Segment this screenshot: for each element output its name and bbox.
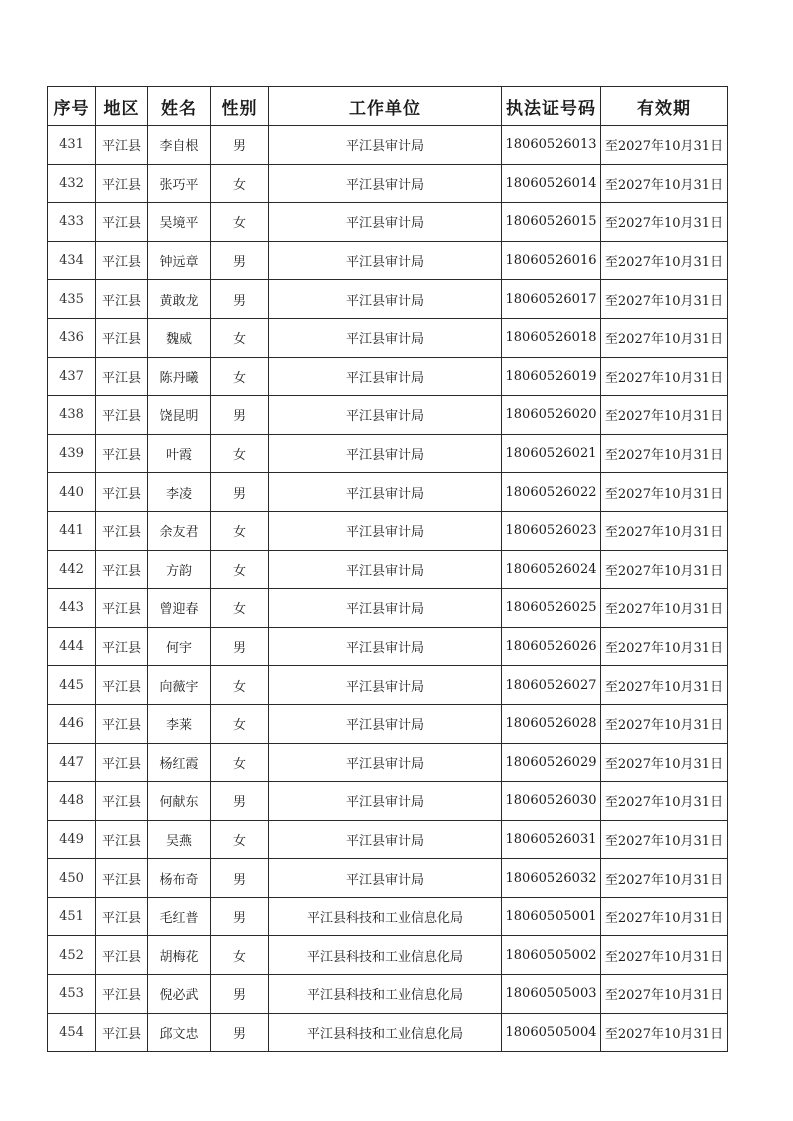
name-cell: 曾迎春 [148,589,211,628]
name-cell: 倪必武 [148,975,211,1014]
validity-cell: 至2027年10月31日 [601,897,728,936]
cert-number-cell: 18060526023 [502,511,601,550]
serial-cell: 438 [48,396,96,435]
cert-number-cell: 18060526020 [502,396,601,435]
name-cell: 方韵 [148,550,211,589]
table-row [48,666,728,705]
region-cell: 平江县 [96,859,148,898]
serial-cell: 445 [48,666,96,705]
work-unit-cell: 平江县审计局 [269,434,502,473]
header-cell-gender: 性别 [211,87,269,126]
header-cell-serial: 序号 [48,87,96,126]
gender-cell: 女 [211,164,269,203]
gender-cell: 女 [211,666,269,705]
serial-cell: 449 [48,820,96,859]
name-cell: 魏威 [148,318,211,357]
region-cell: 平江县 [96,1013,148,1052]
validity-cell: 至2027年10月31日 [601,975,728,1014]
serial-cell: 441 [48,511,96,550]
name-cell: 邱文忠 [148,1013,211,1052]
region-cell: 平江县 [96,203,148,242]
work-unit-cell: 平江县审计局 [269,164,502,203]
validity-cell: 至2027年10月31日 [601,627,728,666]
gender-cell: 女 [211,936,269,975]
region-cell: 平江县 [96,975,148,1014]
name-cell: 李自根 [148,126,211,165]
cert-number-cell: 18060526016 [502,241,601,280]
serial-cell: 434 [48,241,96,280]
name-cell: 张巧平 [148,164,211,203]
table-row [48,589,728,628]
work-unit-cell: 平江县审计局 [269,126,502,165]
cert-number-cell: 18060526021 [502,434,601,473]
name-cell: 胡梅花 [148,936,211,975]
table-row [48,473,728,512]
cert-number-cell: 18060526018 [502,318,601,357]
name-cell: 吴燕 [148,820,211,859]
name-cell: 何宇 [148,627,211,666]
table-row [48,1013,728,1052]
gender-cell: 男 [211,473,269,512]
work-unit-cell: 平江县审计局 [269,511,502,550]
name-cell: 钟远章 [148,241,211,280]
validity-cell: 至2027年10月31日 [601,1013,728,1052]
table-row [48,164,728,203]
validity-cell: 至2027年10月31日 [601,589,728,628]
serial-cell: 432 [48,164,96,203]
table-row [48,357,728,396]
gender-cell: 男 [211,897,269,936]
name-cell: 饶昆明 [148,396,211,435]
cert-number-cell: 18060526015 [502,203,601,242]
region-cell: 平江县 [96,627,148,666]
table-row [48,936,728,975]
gender-cell: 男 [211,627,269,666]
validity-cell: 至2027年10月31日 [601,203,728,242]
work-unit-cell: 平江县审计局 [269,743,502,782]
serial-cell: 453 [48,975,96,1014]
name-cell: 毛红普 [148,897,211,936]
validity-cell: 至2027年10月31日 [601,511,728,550]
serial-cell: 437 [48,357,96,396]
work-unit-cell: 平江县审计局 [269,704,502,743]
serial-cell: 440 [48,473,96,512]
gender-cell: 男 [211,396,269,435]
header-cell-region: 地区 [96,87,148,126]
region-cell: 平江县 [96,589,148,628]
name-cell: 余友君 [148,511,211,550]
table-row [48,434,728,473]
header-cell-cert-number: 执法证号码 [502,87,601,126]
region-cell: 平江县 [96,782,148,821]
name-cell: 杨红霞 [148,743,211,782]
name-cell: 何献东 [148,782,211,821]
gender-cell: 女 [211,318,269,357]
name-cell: 陈丹曦 [148,357,211,396]
validity-cell: 至2027年10月31日 [601,820,728,859]
cert-number-cell: 18060526030 [502,782,601,821]
validity-cell: 至2027年10月31日 [601,859,728,898]
table-row [48,318,728,357]
table-row [48,782,728,821]
serial-cell: 446 [48,704,96,743]
serial-cell: 454 [48,1013,96,1052]
cert-number-cell: 18060505004 [502,1013,601,1052]
work-unit-cell: 平江县科技和工业信息化局 [269,936,502,975]
table-row [48,203,728,242]
serial-cell: 433 [48,203,96,242]
region-cell: 平江县 [96,434,148,473]
region-cell: 平江县 [96,318,148,357]
validity-cell: 至2027年10月31日 [601,357,728,396]
work-unit-cell: 平江县审计局 [269,473,502,512]
work-unit-cell: 平江县审计局 [269,782,502,821]
cert-number-cell: 18060526028 [502,704,601,743]
table-body [48,126,728,1052]
name-cell: 向薇宇 [148,666,211,705]
gender-cell: 女 [211,357,269,396]
header-row [48,87,728,126]
work-unit-cell: 平江县审计局 [269,241,502,280]
cert-number-cell: 18060526025 [502,589,601,628]
cert-number-cell: 18060505002 [502,936,601,975]
validity-cell: 至2027年10月31日 [601,434,728,473]
work-unit-cell: 平江县审计局 [269,589,502,628]
table-row [48,396,728,435]
validity-cell: 至2027年10月31日 [601,743,728,782]
name-cell: 李凌 [148,473,211,512]
validity-cell: 至2027年10月31日 [601,936,728,975]
document-page [47,86,727,1052]
table-row [48,820,728,859]
table-row [48,897,728,936]
region-cell: 平江县 [96,396,148,435]
region-cell: 平江县 [96,511,148,550]
cert-number-cell: 18060526022 [502,473,601,512]
validity-cell: 至2027年10月31日 [601,280,728,319]
work-unit-cell: 平江县审计局 [269,203,502,242]
cert-number-cell: 18060526029 [502,743,601,782]
enforcement-roster-table [47,86,728,1052]
region-cell: 平江县 [96,473,148,512]
validity-cell: 至2027年10月31日 [601,396,728,435]
cert-number-cell: 18060526014 [502,164,601,203]
serial-cell: 452 [48,936,96,975]
table-row [48,704,728,743]
serial-cell: 448 [48,782,96,821]
region-cell: 平江县 [96,704,148,743]
validity-cell: 至2027年10月31日 [601,782,728,821]
header-cell-name: 姓名 [148,87,211,126]
name-cell: 黄敢龙 [148,280,211,319]
cert-number-cell: 18060526013 [502,126,601,165]
work-unit-cell: 平江县审计局 [269,859,502,898]
region-cell: 平江县 [96,666,148,705]
serial-cell: 450 [48,859,96,898]
table-row [48,859,728,898]
table-row [48,511,728,550]
cert-number-cell: 18060526026 [502,627,601,666]
validity-cell: 至2027年10月31日 [601,666,728,705]
work-unit-cell: 平江县审计局 [269,666,502,705]
header-cell-work-unit: 工作单位 [269,87,502,126]
work-unit-cell: 平江县审计局 [269,820,502,859]
serial-cell: 442 [48,550,96,589]
work-unit-cell: 平江县审计局 [269,280,502,319]
validity-cell: 至2027年10月31日 [601,318,728,357]
region-cell: 平江县 [96,357,148,396]
serial-cell: 431 [48,126,96,165]
gender-cell: 男 [211,859,269,898]
name-cell: 叶霞 [148,434,211,473]
cert-number-cell: 18060526019 [502,357,601,396]
serial-cell: 436 [48,318,96,357]
table-row [48,280,728,319]
work-unit-cell: 平江县科技和工业信息化局 [269,1013,502,1052]
cert-number-cell: 18060526031 [502,820,601,859]
serial-cell: 451 [48,897,96,936]
name-cell: 杨布奇 [148,859,211,898]
work-unit-cell: 平江县审计局 [269,318,502,357]
cert-number-cell: 18060526032 [502,859,601,898]
serial-cell: 443 [48,589,96,628]
gender-cell: 女 [211,743,269,782]
region-cell: 平江县 [96,550,148,589]
table-row [48,126,728,165]
serial-cell: 439 [48,434,96,473]
name-cell: 吴境平 [148,203,211,242]
gender-cell: 女 [211,820,269,859]
work-unit-cell: 平江县科技和工业信息化局 [269,897,502,936]
work-unit-cell: 平江县审计局 [269,550,502,589]
work-unit-cell: 平江县科技和工业信息化局 [269,975,502,1014]
serial-cell: 444 [48,627,96,666]
region-cell: 平江县 [96,164,148,203]
gender-cell: 女 [211,434,269,473]
gender-cell: 男 [211,782,269,821]
gender-cell: 女 [211,704,269,743]
region-cell: 平江县 [96,897,148,936]
serial-cell: 447 [48,743,96,782]
gender-cell: 男 [211,975,269,1014]
gender-cell: 男 [211,1013,269,1052]
gender-cell: 女 [211,550,269,589]
gender-cell: 女 [211,589,269,628]
region-cell: 平江县 [96,743,148,782]
region-cell: 平江县 [96,936,148,975]
gender-cell: 男 [211,241,269,280]
work-unit-cell: 平江县审计局 [269,396,502,435]
table-row [48,743,728,782]
region-cell: 平江县 [96,280,148,319]
validity-cell: 至2027年10月31日 [601,241,728,280]
region-cell: 平江县 [96,820,148,859]
validity-cell: 至2027年10月31日 [601,550,728,589]
name-cell: 李莱 [148,704,211,743]
cert-number-cell: 18060505003 [502,975,601,1014]
cert-number-cell: 18060526017 [502,280,601,319]
work-unit-cell: 平江县审计局 [269,357,502,396]
validity-cell: 至2027年10月31日 [601,126,728,165]
gender-cell: 男 [211,126,269,165]
gender-cell: 男 [211,280,269,319]
cert-number-cell: 18060526024 [502,550,601,589]
validity-cell: 至2027年10月31日 [601,164,728,203]
cert-number-cell: 18060505001 [502,897,601,936]
serial-cell: 435 [48,280,96,319]
table-row [48,975,728,1014]
region-cell: 平江县 [96,126,148,165]
header-cell-validity: 有效期 [601,87,728,126]
gender-cell: 女 [211,511,269,550]
work-unit-cell: 平江县审计局 [269,627,502,666]
region-cell: 平江县 [96,241,148,280]
cert-number-cell: 18060526027 [502,666,601,705]
validity-cell: 至2027年10月31日 [601,704,728,743]
table-row [48,627,728,666]
validity-cell: 至2027年10月31日 [601,473,728,512]
table-row [48,550,728,589]
table-row [48,241,728,280]
gender-cell: 女 [211,203,269,242]
